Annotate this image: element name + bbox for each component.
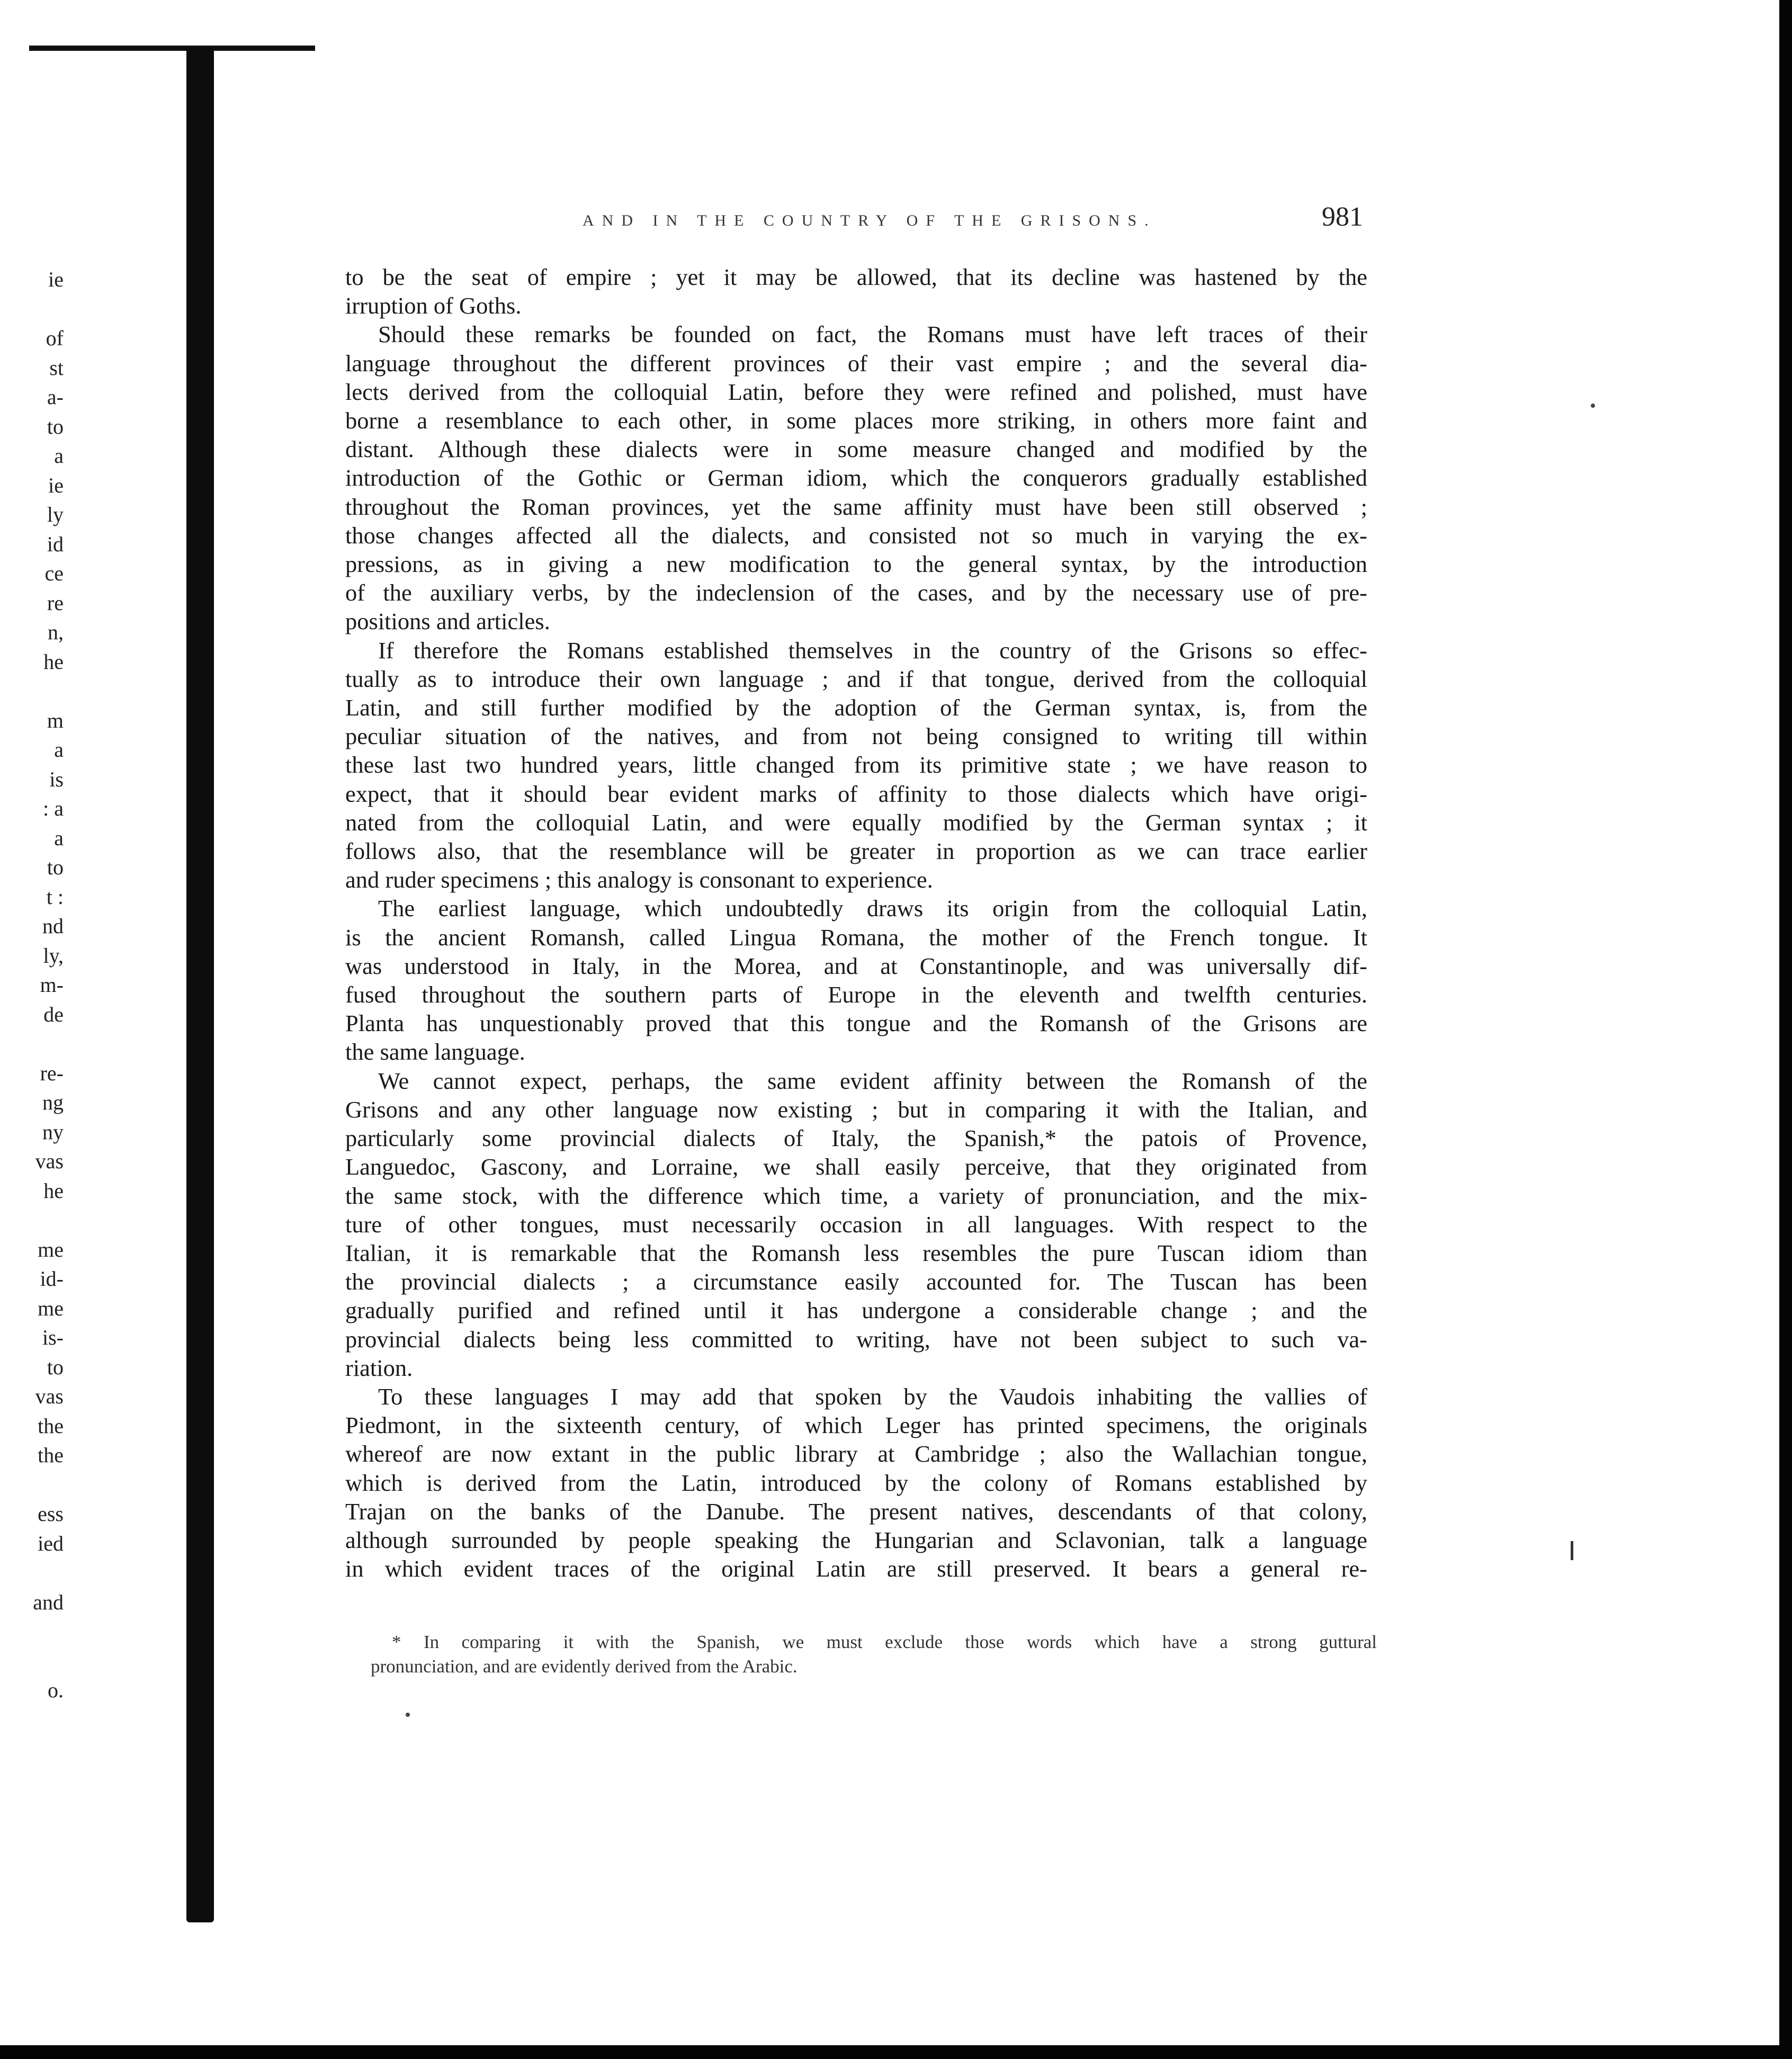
facing-page-line: to: [47, 414, 64, 438]
text-line: Planta has unquestionably proved that this tongue and the Romansh of the Grisons are: [345, 1010, 1367, 1037]
facing-page-line: he: [43, 649, 64, 674]
text-line: borne a resemblance to each other, in some places more striking, in others more faint and: [345, 407, 1367, 434]
book-gutter-binding: [186, 48, 214, 1922]
facing-page-line: ce: [44, 561, 64, 585]
page-number: 981: [1322, 202, 1363, 232]
facing-page-line: ny: [42, 1120, 64, 1144]
text-line: riation.: [345, 1354, 413, 1381]
facing-page-line: id-: [40, 1267, 64, 1291]
facing-page-line: a: [54, 826, 64, 850]
text-line: those changes affected all the dialects, and consisted not so much in varying the ex-: [345, 522, 1367, 549]
running-head: AND IN THE COUNTRY OF THE GRISONS.: [583, 212, 1157, 229]
scan-speck: [406, 1713, 410, 1717]
facing-page-line: m: [47, 708, 64, 732]
facing-page-line: he: [43, 1178, 64, 1203]
text-line: the provincial dialects ; a circumstance easily accounted for. The Tuscan has been: [345, 1268, 1367, 1295]
facing-page-fragment: [0, 265, 64, 1705]
facing-page-line: vas: [35, 1149, 64, 1173]
text-line: expect, that it should bear evident marks of affinity to those dialects which have origi-: [345, 780, 1367, 807]
footnote-line: pronunciation, and are evidently derived from the Arabic.: [371, 1656, 798, 1677]
binding-top-edge: [29, 46, 315, 51]
facing-page-line: id: [47, 532, 64, 556]
text-line: introduction of the Gothic or German idiom, which the conquerors gradually established: [345, 464, 1367, 491]
text-line: peculiar situation of the natives, and from not being consigned to writing till within: [345, 723, 1367, 750]
facing-page-line: [0, 294, 64, 324]
facing-page-line: the: [38, 1413, 64, 1438]
facing-page-line: to: [47, 855, 64, 879]
text-line: is the ancient Romansh, called Lingua Romana, the mother of the French tongue. It: [345, 924, 1367, 951]
text-line: Languedoc, Gascony, and Lorraine, we shall easily perceive, that they originated from: [345, 1153, 1367, 1180]
facing-page-line: to: [47, 1355, 64, 1379]
text-line: whereof are now extant in the public library at Cambridge ; also the Wallachian tongue,: [345, 1440, 1367, 1467]
footnote: [371, 1630, 1377, 1679]
text-line: pressions, as in giving a new modification to the general syntax, by the introduction: [345, 551, 1367, 578]
text-line: ture of other tongues, must necessarily occasion in all languages. With respect to the: [345, 1211, 1367, 1238]
text-line: Piedmont, in the sixteenth century, of which Leger has printed specimens, the originals: [345, 1412, 1367, 1439]
facing-page-line: n,: [48, 620, 64, 644]
facing-page-line: [0, 1558, 64, 1588]
facing-page-line: me: [38, 1296, 64, 1320]
facing-page-line: is-: [42, 1326, 64, 1349]
facing-page-line: st: [49, 355, 64, 380]
text-line: The earliest language, which undoubtedly draws its origin from the colloquial Latin,: [378, 895, 1367, 922]
facing-page-line: t :: [46, 884, 64, 909]
facing-page-line: [0, 1205, 64, 1235]
facing-page-line: is: [49, 767, 64, 791]
facing-page-line: re-: [40, 1061, 64, 1085]
facing-page-line: of: [46, 326, 64, 350]
text-line: these last two hundred years, little changed from its primitive state ; we have reason to: [345, 751, 1367, 778]
text-line: although surrounded by people speaking the Hungarian and Sclavonian, talk a language: [345, 1526, 1367, 1553]
text-line: To these languages I may add that spoken by the Vaudois inhabiting the vallies of: [378, 1383, 1367, 1410]
text-line: was understood in Italy, in the Morea, and at Constantinople, and was universally dif-: [345, 952, 1367, 979]
text-line: nated from the colloquial Latin, and were equally modified by the German syntax ; it: [345, 809, 1367, 836]
text-line: If therefore the Romans established themselves in the country of the Grisons so effec-: [378, 637, 1367, 664]
text-line: Latin, and still further modified by the adoption of the German syntax, is, from the: [345, 694, 1367, 721]
facing-page-line: a-: [47, 385, 64, 409]
facing-page-line: and: [33, 1590, 64, 1614]
body-text: [345, 263, 1367, 1583]
text-line: throughout the Roman provinces, yet the same affinity must have been still observed ;: [345, 493, 1367, 520]
facing-page-line: ng: [42, 1090, 64, 1114]
text-line: the same language.: [345, 1039, 525, 1066]
text-line: gradually purified and refined until it has undergone a considerable change ; and the: [345, 1297, 1367, 1324]
facing-page-line: me: [38, 1237, 64, 1261]
scan-speck: [1591, 404, 1595, 408]
facing-page-line: ie: [48, 473, 64, 497]
facing-page-line: ly,: [43, 943, 64, 968]
text-line: fused throughout the southern parts of Europe in the eleventh and twelfth centuries.: [345, 981, 1367, 1008]
facing-page-line: nd: [42, 914, 64, 938]
text-line: to be the seat of empire ; yet it may be allowed, that its decline was hastened by the: [345, 264, 1367, 290]
facing-page-line: re: [47, 590, 64, 615]
facing-page-line: [0, 676, 64, 706]
facing-page-line: the: [38, 1443, 64, 1467]
facing-page-line: [0, 1029, 64, 1059]
text-line: tually as to introduce their own language ; and if that tongue, derived from the colloquial: [345, 665, 1367, 692]
facing-page-line: vas: [35, 1384, 64, 1408]
facing-page-line: ly: [47, 503, 64, 526]
scan-border-right: [1779, 0, 1792, 2059]
facing-page-line: [0, 1470, 64, 1500]
text-line: Should these remarks be founded on fact, the Romans must have left traces of their: [378, 321, 1367, 348]
facing-page-line: ied: [38, 1531, 64, 1555]
text-line: irruption of Goths.: [345, 292, 522, 319]
text-line: lects derived from the colloquial Latin, before they were refined and polished, must have: [345, 378, 1367, 405]
facing-page-line: : a: [43, 796, 64, 820]
text-line: positions and articles.: [345, 608, 550, 635]
facing-page-line: m-: [40, 973, 64, 997]
text-line: in which evident traces of the original Latin are still preserved. It bears a general re-: [345, 1555, 1367, 1582]
footnote-line: * In comparing it with the Spanish, we must exclude those words which have a strong guttural: [392, 1632, 1377, 1652]
text-line: particularly some provincial dialects of Italy, the Spanish,* the patois of Provence,: [345, 1125, 1367, 1152]
facing-page-line: de: [43, 1002, 64, 1026]
text-line: We cannot expect, perhaps, the same evident affinity between the Romansh of the: [378, 1067, 1367, 1094]
text-line: Italian, it is remarkable that the Romansh less resembles the pure Tuscan idiom than: [345, 1239, 1367, 1266]
facing-page-line: a: [54, 738, 64, 762]
text-line: Grisons and any other language now existing ; but in comparing it with the Italian, and: [345, 1096, 1367, 1123]
scan-mark: [1571, 1541, 1573, 1560]
text-line: provincial dialects being less committed to writing, have not been subject to such va-: [345, 1326, 1367, 1353]
text-line: the same stock, with the difference which time, a variety of pronunciation, and the mix-: [345, 1182, 1367, 1209]
text-line: Trajan on the banks of the Danube. The present natives, descendants of that colony,: [345, 1498, 1367, 1525]
facing-page-line: ie: [48, 267, 64, 291]
text-line: follows also, that the resemblance will be greater in proportion as we can trace earlier: [345, 838, 1367, 865]
text-line: distant. Although these dialects were in some measure changed and modified by the: [345, 436, 1367, 463]
text-line: language throughout the different provinces of their vast empire ; and the several dia-: [345, 350, 1367, 377]
text-line: which is derived from the Latin, introduced by the colony of Romans established by: [345, 1469, 1367, 1496]
facing-page-line: o.: [48, 1678, 64, 1702]
facing-page-line: [0, 1646, 64, 1676]
text-line: and ruder specimens ; this analogy is consonant to experience.: [345, 866, 933, 893]
text-line: of the auxiliary verbs, by the indeclension of the cases, and by the necessary use of pre-: [345, 579, 1367, 606]
scan-border-bottom: [0, 2045, 1792, 2059]
facing-page-line: a: [54, 444, 64, 468]
facing-page-line: [0, 1617, 64, 1646]
facing-page-line: ess: [38, 1502, 64, 1526]
